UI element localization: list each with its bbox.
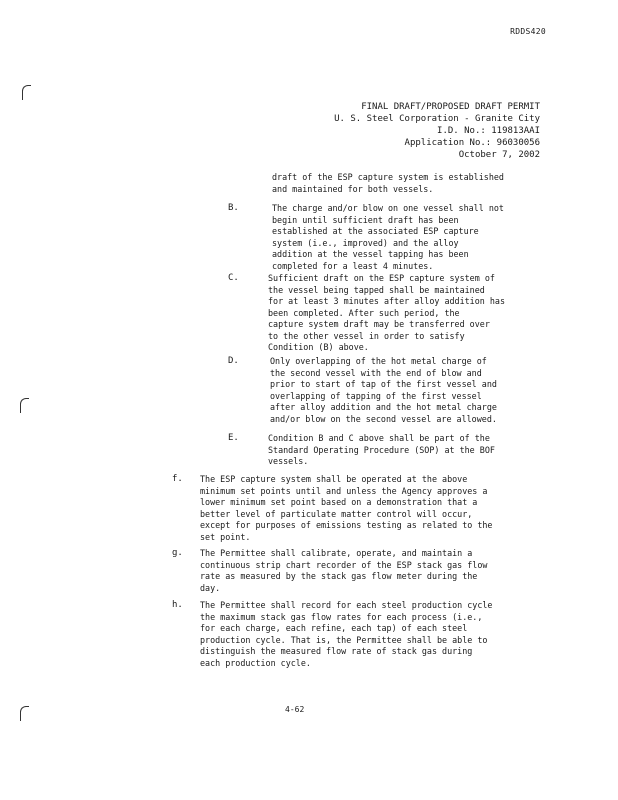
item-label: B. <box>228 203 239 213</box>
item-text: Condition B and C above shall be part of the Standard Operating Procedure (SOP) at the BOF vessels. <box>268 433 495 466</box>
page-number: 4-62 <box>285 705 305 714</box>
item-label: C. <box>228 273 239 283</box>
item-text: draft of the ESP capture system is established and maintained for both vessels. <box>272 172 504 194</box>
section-label: f. <box>172 474 183 484</box>
section-label: g. <box>172 548 183 558</box>
item-text: Sufficient draft on the ESP capture system of the vessel being tapped shall be maintained for at least 3 minutes after alloy addition has been completed. After such period, the capture system draft may be transferred over to the other vessel in order to satisfy Condition (B) above. <box>268 273 505 352</box>
item-text: The charge and/or blow on one vessel shall not begin until sufficient draft has been established at the associated ESP capture system (i.e., improved) and the alloy addition at the vessel tapping has been completed for a least 4 minutes. <box>272 203 504 271</box>
item-label: D. <box>228 356 239 366</box>
section-text: The Permittee shall record for each steel production cycle the maximum stack gas flow rates for each process (i.e., for each charge, each refine, each tap) of each steel production cycle. That is, the Permittee shall be able to distinguish the measured flow rate of stack gas during each production cycle. <box>200 600 493 668</box>
section-text: The ESP capture system shall be operated at the above minimum set points until and unless the Agency approves a lower minimum set point based on a demonstration that a better level of particulate matter control will occur, except for purposes of emissions testing as related to the set point. <box>200 474 493 542</box>
permit-header <box>334 101 540 161</box>
header-title: FINAL DRAFT/PROPOSED DRAFT PERMIT <box>361 102 540 112</box>
punch-mark <box>22 85 31 100</box>
section-label: h. <box>172 600 183 610</box>
section-text: The Permittee shall calibrate, operate, and maintain a continuous strip chart recorder of the ESP stack gas flow rate as measured by the stack gas flow meter during the day. <box>200 548 488 593</box>
punch-mark <box>20 706 29 721</box>
item-text: Only overlapping of the hot metal charge of the second vessel with the end of blow and prior to start of tap of the first vessel and overlapping of tapping of the first vessel after alloy addition and the hot metal charge and/or blow on the second vessel are allowed. <box>270 356 497 424</box>
punch-mark <box>20 398 29 413</box>
item-label: E. <box>228 433 239 443</box>
header-id-number: I.D. No.: 119813AAI <box>437 126 540 136</box>
header-application-number: Application No.: 96030056 <box>404 138 540 148</box>
header-date: October 7, 2002 <box>458 150 540 160</box>
header-company: U. S. Steel Corporation - Granite City <box>334 114 540 124</box>
document-id: RDDS420 <box>510 27 546 36</box>
